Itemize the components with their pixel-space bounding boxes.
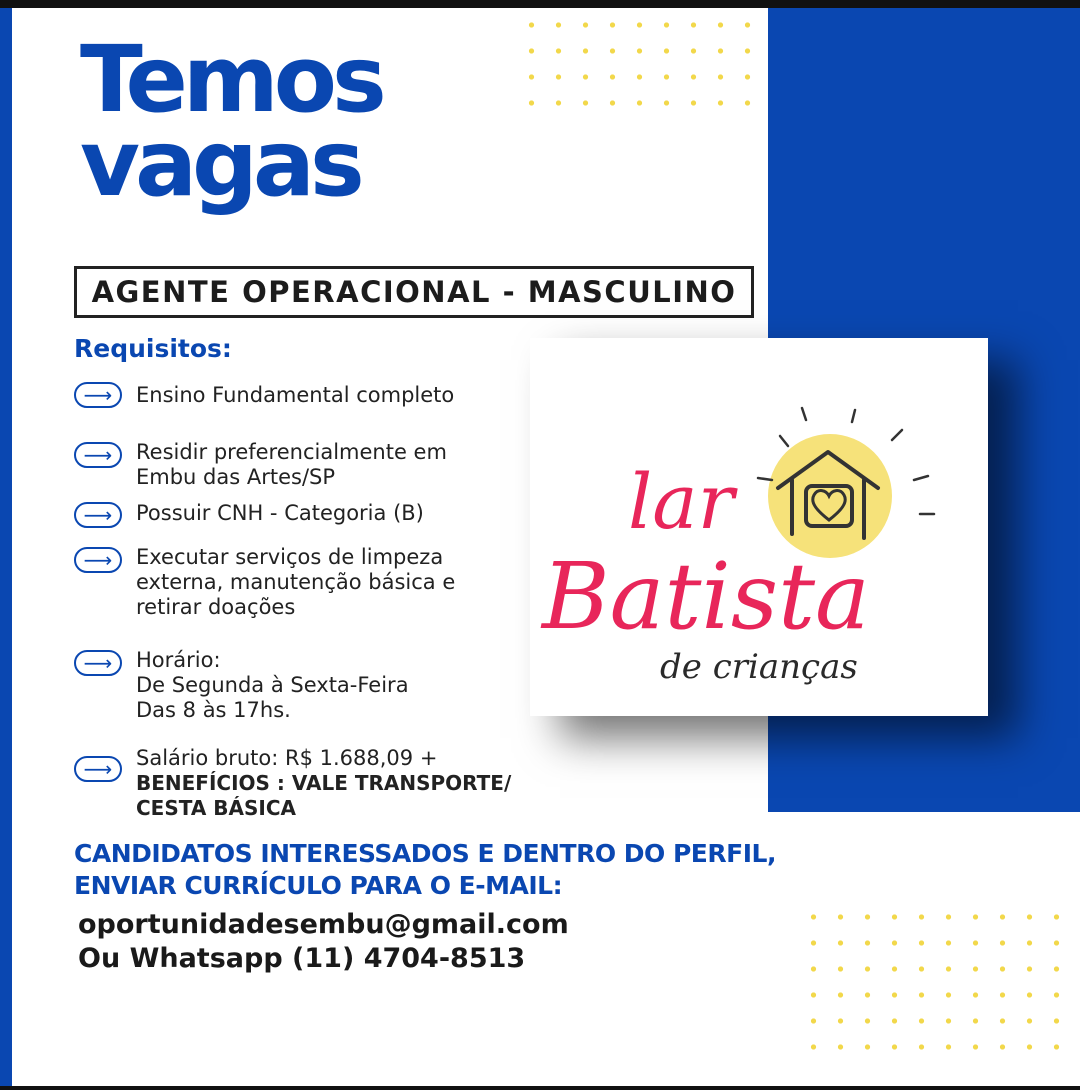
requirement-item bbox=[74, 440, 514, 492]
requirement-line: Salário bruto: R$ 1.688,09 + bbox=[136, 746, 438, 770]
requirement-line: Executar serviços de limpeza bbox=[136, 545, 444, 569]
logo-card bbox=[530, 338, 988, 716]
requirement-line: Embu das Artes/SP bbox=[136, 465, 336, 489]
arrow-right-icon: ⟶ bbox=[74, 382, 122, 408]
requirement-line: Das 8 às 17hs. bbox=[136, 698, 291, 722]
requirement-line: Horário: bbox=[136, 648, 221, 672]
requirement-item bbox=[74, 545, 514, 623]
arrow-right-icon: ⟶ bbox=[74, 650, 122, 676]
call-to-action bbox=[74, 838, 776, 902]
requirement-line: externa, manutenção básica e bbox=[136, 570, 456, 594]
requirement-line-bold: BENEFÍCIOS : VALE TRANSPORTE/ bbox=[136, 771, 512, 795]
arrow-right-icon: ⟶ bbox=[74, 547, 122, 573]
requirements-title: Requisitos: bbox=[74, 334, 232, 363]
arrow-right-icon: ⟶ bbox=[74, 502, 122, 528]
yellow-dot-pattern-bottom bbox=[800, 904, 1070, 1064]
requirement-line: Ensino Fundamental completo bbox=[136, 383, 455, 407]
logo-text-batista: Batista bbox=[542, 543, 870, 650]
requirement-line: retirar doações bbox=[136, 595, 296, 619]
requirement-item bbox=[74, 380, 514, 410]
job-title: AGENTE OPERACIONAL - MASCULINO bbox=[91, 275, 737, 309]
headline bbox=[80, 26, 382, 217]
cta-line-1: CANDIDATOS INTERESSADOS E DENTRO DO PERFIL, bbox=[74, 839, 776, 868]
arrow-right-icon: ⟶ bbox=[74, 442, 122, 468]
requirement-line-bold: CESTA BÁSICA bbox=[136, 796, 296, 820]
headline-line-2: vagas bbox=[80, 110, 360, 217]
lar-batista-logo bbox=[530, 338, 988, 716]
cta-line-2: ENVIAR CURRÍCULO PARA O E-MAIL: bbox=[74, 871, 563, 900]
left-blue-stripe bbox=[0, 8, 12, 1086]
requirement-line: Possuir CNH - Categoria (B) bbox=[136, 501, 424, 525]
yellow-dot-pattern-top bbox=[518, 12, 768, 112]
job-title-box bbox=[74, 266, 754, 318]
requirement-item bbox=[74, 500, 514, 530]
logo-text-de-criancas: de crianças bbox=[660, 647, 858, 687]
email-link[interactable]: oportunidadesembu@gmail.com bbox=[78, 909, 569, 940]
requirement-item bbox=[74, 648, 514, 726]
contact-info bbox=[78, 908, 569, 976]
arrow-right-icon: ⟶ bbox=[74, 756, 122, 782]
requirement-line: Residir preferencialmente em bbox=[136, 440, 447, 464]
requirement-line: De Segunda à Sexta-Feira bbox=[136, 673, 409, 697]
headline-line-1: Temos bbox=[80, 26, 382, 133]
requirement-item bbox=[74, 746, 514, 824]
bottom-border bbox=[0, 1086, 1080, 1090]
logo-text-lar: lar bbox=[628, 457, 734, 546]
top-border bbox=[0, 0, 1080, 8]
whatsapp-contact[interactable]: Ou Whatsapp (11) 4704-8513 bbox=[78, 943, 526, 974]
